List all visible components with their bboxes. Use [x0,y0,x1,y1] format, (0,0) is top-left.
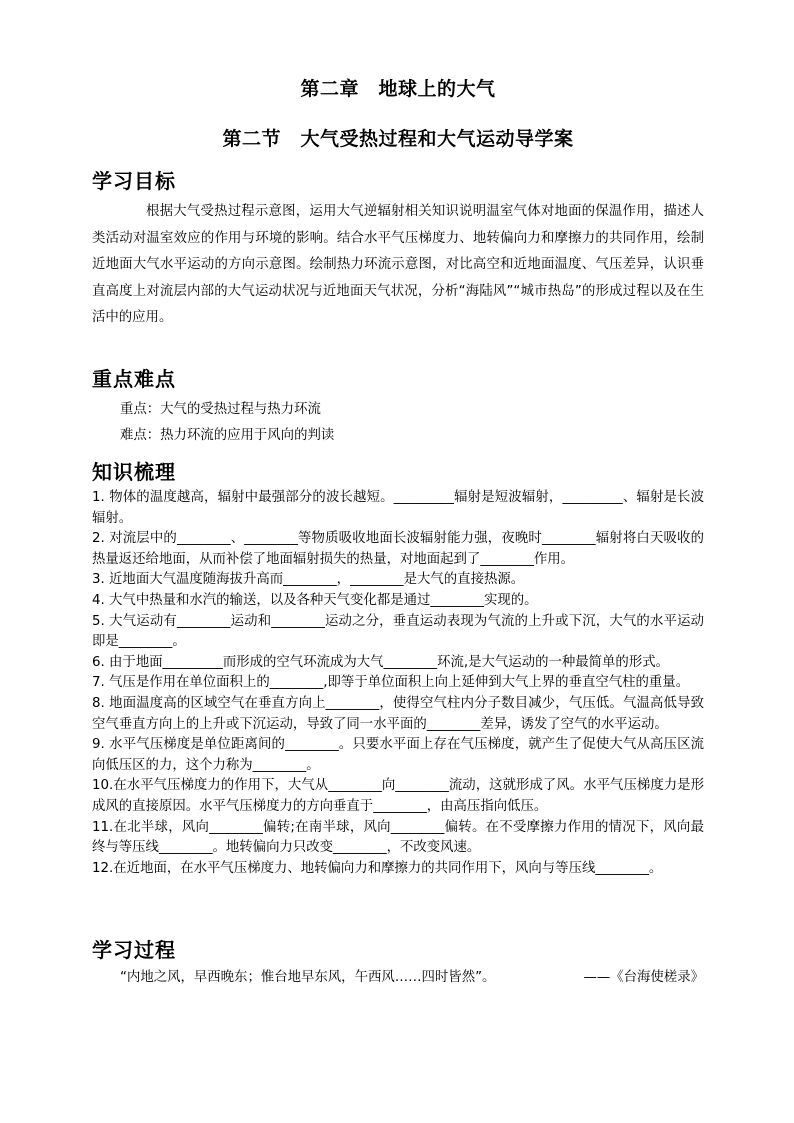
knowledge-item: 6. 由于地面_________而形成的空气环流成为大气________环流,是大气运动的一种最简单的形式。 [92,654,669,670]
chapter-title: 第二章 地球上的大气 [300,78,496,100]
section-title: 第二节 大气受热过程和大气运动导学案 [222,128,574,150]
knowledge-item: 5. 大气运动有________运动和________运动之分，垂直运动表现为气流的上升或下沉，大气的水平运动即是________。 [92,613,704,650]
knowledge-item: 11.在北半球，风向________偏转;在南半球，风向________偏转。在不受摩擦力作用的情况下，风向最终与等压线________。地转偏向力只改变________，不改变风速。 [92,819,704,856]
knowledge-item: 4. 大气中热量和水汽的输送，以及各种天气变化都是通过________实现的。 [92,592,538,608]
quote-source: ——《台海使槎录》 [583,970,704,985]
knowledge-item: 12.在近地面，在水平气压梯度力、地转偏向力和摩擦力的共同作用下，风向与等压线________。 [92,860,663,876]
learning-goals-text: 根据大气受热过程示意图，运用大气逆辐射相关知识说明温室气体对地面的保温作用，描述人类活动对温室效应的作用与环境的影响。结合水平气压梯度力、地转偏向力和摩擦力的共同作用，绘制近地面大气水平运动的方向示意图。绘制热力环流示意图，对比高空和近地面温度、气压差异，认识垂直高度上对流层内部的大气运动状况与近地面天气状况，分析“海陆风”“城市热岛”的形成过程以及在生活中的应用。 [92,204,704,325]
heading-learning-goals: 学习目标 [92,169,176,193]
quote-text: “内地之风，早西晚东；惟台地早东风，午西风……四时皆然”。 [120,970,496,985]
knowledge-list [92,488,704,879]
knowledge-item: 3. 近地面大气温度随海拔升高而________，________是大气的直接热源。 [92,572,525,588]
heading-knowledge-review: 知识梳理 [92,460,176,484]
knowledge-item: 1. 物体的温度越高，辐射中最强部分的波长越短。_________辐射是短波辐射，_________、辐射是长波辐射。 [92,490,704,526]
knowledge-item: 9. 水平气压梯度是单位距离间的________。只要水平面上存在气压梯度，就产生了促使大气从高压区流向低压区的力，这个力称为________。 [92,737,704,773]
key-point-difficulty: 难点：热力环流的应用于风向的判读 [120,428,335,443]
knowledge-item: 2. 对流层中的________、________等物质吸收地面长波辐射能力强，夜晚时________辐射将白天吸收的热量返还给地面，从而补偿了地面辐射损失的热量，对地面起到了________作用。 [92,531,704,567]
knowledge-item: 10.在水平气压梯度力的作用下，大气从________向________流动，这就形成了风。水平气压梯度力是形成风的直接原因。水平气压梯度力的方向垂直于________，由高压指向低压。 [92,778,704,814]
quote-block [120,967,704,989]
knowledge-item: 7. 气压是作用在单位面积上的________,即等于单位面积上向上延伸到大气上界的垂直空气柱的重量。 [92,675,690,691]
key-point-focus: 重点：大气的受热过程与热力环流 [120,402,321,417]
heading-learning-process: 学习过程 [92,938,176,962]
heading-key-points: 重点难点 [92,367,176,391]
knowledge-item: 8. 地面温度高的区域空气在垂直方向上________，使得空气柱内分子数目减少，气压低。气温高低导致空气垂直方向上的上升或下沉运动，导致了同一水平面的________差异，诱发了空气的水平运动。 [92,695,704,732]
